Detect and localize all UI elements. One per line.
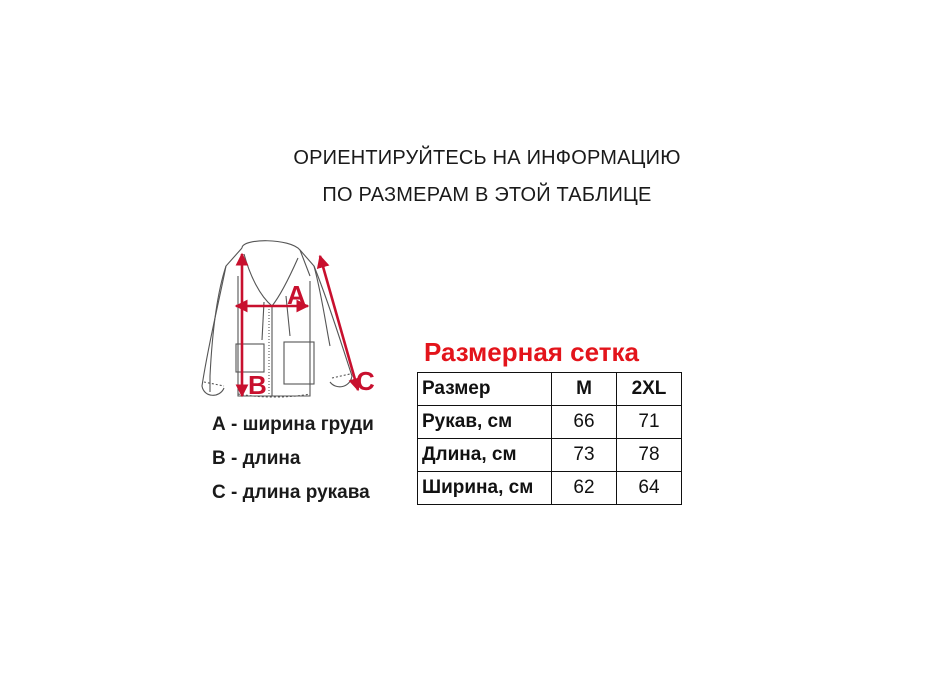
size-table-title: Размерная сетка <box>424 337 639 367</box>
cell-value: 73 <box>552 439 617 472</box>
label-c: C <box>356 366 375 396</box>
header-size: Размер <box>418 373 552 406</box>
jacket-measurement-diagram <box>190 236 390 416</box>
cell-value: 64 <box>617 472 682 505</box>
legend-length: В - длина <box>212 448 301 469</box>
header-m: M <box>552 373 617 406</box>
cell-value: 62 <box>552 472 617 505</box>
jacket-outline-icon <box>202 241 352 397</box>
row-label: Рукав, см <box>418 406 552 439</box>
heading-line-2: ПО РАЗМЕРАМ В ЭТОЙ ТАБЛИЦЕ <box>322 184 652 206</box>
cell-value: 66 <box>552 406 617 439</box>
header-2xl: 2XL <box>617 373 682 406</box>
legend-chest-width: А - ширина груди <box>212 414 374 435</box>
row-label: Ширина, см <box>418 472 552 505</box>
label-a: A <box>287 280 306 310</box>
legend-sleeve-length: С - длина рукава <box>212 482 370 503</box>
table-row <box>418 406 682 439</box>
cell-value: 71 <box>617 406 682 439</box>
heading-line-1: ОРИЕНТИРУЙТЕСЬ НА ИНФОРМАЦИЮ <box>293 147 681 169</box>
row-label: Длина, см <box>418 439 552 472</box>
table-header-row <box>418 373 682 406</box>
table-row <box>418 439 682 472</box>
label-b: B <box>248 370 267 400</box>
table-row <box>418 472 682 505</box>
cell-value: 78 <box>617 439 682 472</box>
size-table <box>417 372 682 505</box>
